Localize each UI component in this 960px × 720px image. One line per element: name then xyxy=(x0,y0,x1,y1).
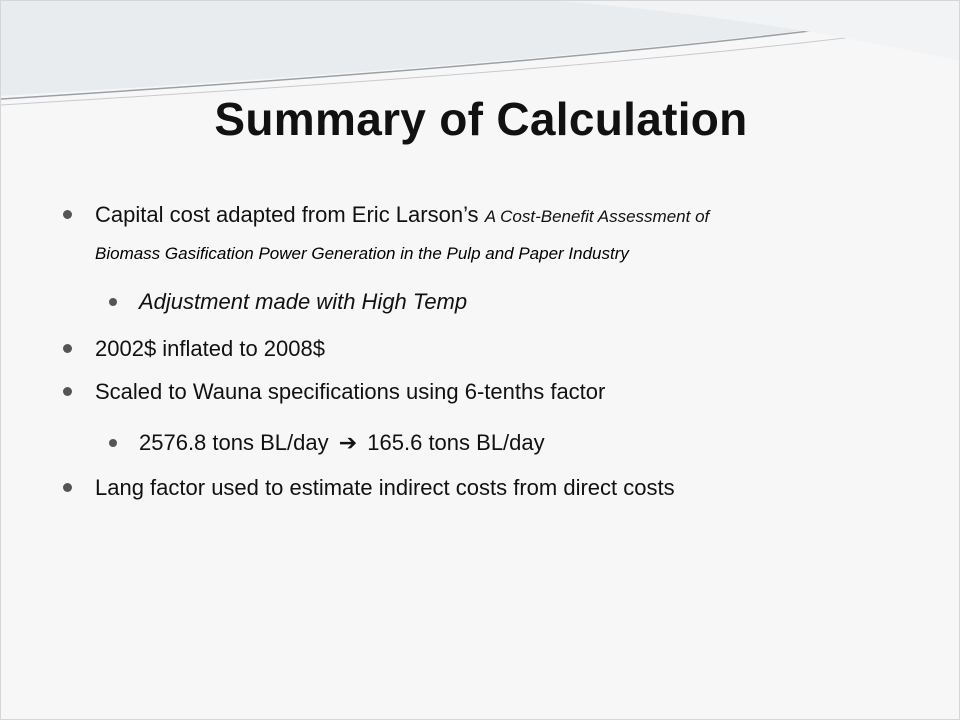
bullet-dot-icon xyxy=(63,387,72,396)
bullet-text: Lang factor used to estimate indirect costs from direct costs xyxy=(95,475,675,500)
bullet-italic-title-continued: Biomass Gasification Power Generation in the Pulp and Paper Industry xyxy=(95,244,629,263)
right-arrow-icon: ➔ xyxy=(338,430,358,455)
bullet-text: 2002$ inflated to 2008$ xyxy=(95,336,325,361)
bullet-italic-title: A Cost-Benefit Assessment of xyxy=(484,207,710,226)
bullet-text: Adjustment made with High Temp xyxy=(139,289,468,314)
bullet-dot-icon xyxy=(63,344,72,353)
bullet-text: Capital cost adapted from Eric Larson’s xyxy=(95,202,485,227)
conversion-from: 2576.8 tons BL/day xyxy=(139,430,329,455)
bullet-dot-icon xyxy=(109,298,117,306)
bullet-dot-icon xyxy=(63,483,72,492)
bullet-dot-icon xyxy=(109,439,117,447)
slide-title: Summary of Calculation xyxy=(214,93,748,145)
bullet-dot-icon xyxy=(63,210,72,219)
conversion-to: 165.6 tons BL/day xyxy=(367,430,545,455)
bullet-text: Scaled to Wauna specifications using 6-tenths factor xyxy=(95,379,606,404)
